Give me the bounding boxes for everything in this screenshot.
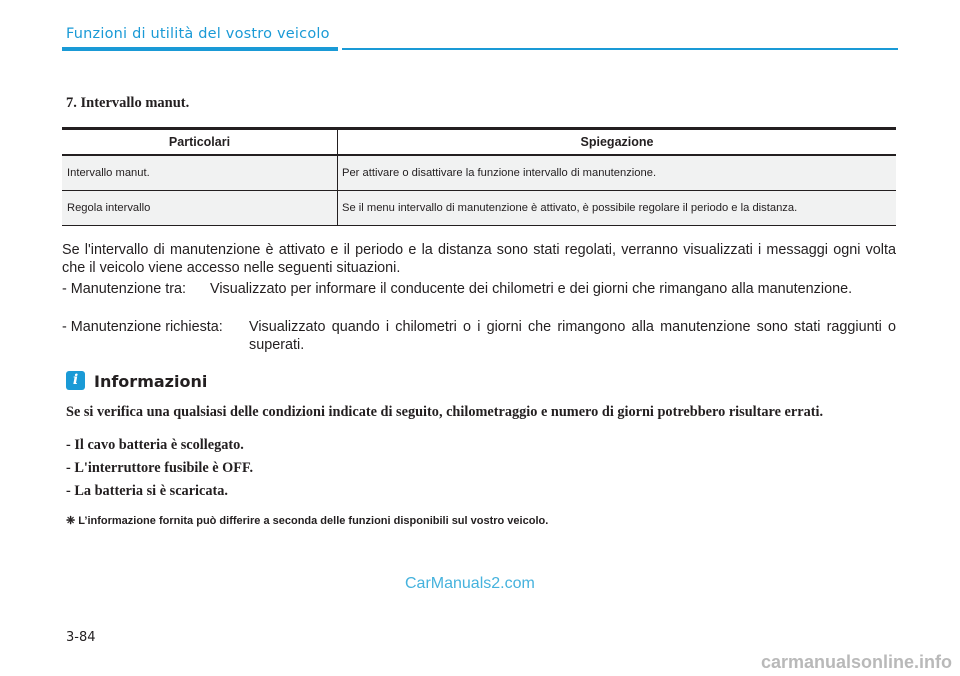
spec-table bbox=[62, 127, 896, 226]
list-item-label: - Manutenzione tra: bbox=[62, 281, 186, 297]
table-header-cell: Spiegazione bbox=[338, 129, 897, 156]
info-title: Informazioni bbox=[94, 372, 208, 391]
header-title: Funzioni di utilità del vostro veicolo bbox=[66, 26, 330, 42]
footnote: ❈ L’informazione fornita può differire a seconda delle funzioni disponibili sul vostro veicolo. bbox=[66, 515, 549, 527]
header-rule-thin bbox=[342, 48, 898, 50]
page-number: 3-84 bbox=[66, 630, 96, 645]
table-header-cell: Particolari bbox=[62, 129, 338, 156]
list-item-text: Visualizzato per informare il conducente dei chilometri e dei giorni che rimangano alla manutenzione. bbox=[210, 281, 853, 297]
body-paragraph: Se l'intervallo di manutenzione è attivato e il periodo e la distanza sono stati regolati, verranno visualizzati i messaggi ogni volta che il veicolo viene accesso nelle seguenti situazioni. bbox=[62, 242, 896, 276]
info-bullet: - L'interruttore fusibile è OFF. bbox=[66, 460, 254, 476]
table-cell: Intervallo manut. bbox=[62, 155, 338, 191]
list-item-label: - Manutenzione richiesta: bbox=[62, 319, 223, 335]
info-icon: i bbox=[66, 371, 85, 390]
table-row bbox=[62, 191, 896, 226]
header-rule-thick bbox=[62, 47, 338, 51]
list-item-text: Visualizzato quando i chilometri o i giorni che rimangono alla manutenzione sono stati raggiunti o superati. bbox=[249, 319, 896, 353]
footer-watermark: carmanualsonline.info bbox=[760, 652, 952, 672]
info-bullet: - La batteria si è scaricata. bbox=[66, 483, 228, 499]
watermark-logo: CarManuals2.com bbox=[405, 575, 535, 592]
table-cell: Regola intervallo bbox=[62, 191, 338, 226]
table-cell: Se il menu intervallo di manutenzione è attivato, è possibile regolare il periodo e la distanza. bbox=[338, 191, 897, 226]
section-heading: 7. Intervallo manut. bbox=[66, 95, 190, 111]
table-row bbox=[62, 155, 896, 191]
info-bullet: - Il cavo batteria è scollegato. bbox=[66, 437, 244, 453]
info-body: Se si verifica una qualsiasi delle condizioni indicate di seguito, chilometraggio e numero di giorni potrebbero risultare errati. bbox=[66, 404, 824, 420]
table-header-row bbox=[62, 129, 896, 156]
table-cell: Per attivare o disattivare la funzione intervallo di manutenzione. bbox=[338, 155, 897, 191]
